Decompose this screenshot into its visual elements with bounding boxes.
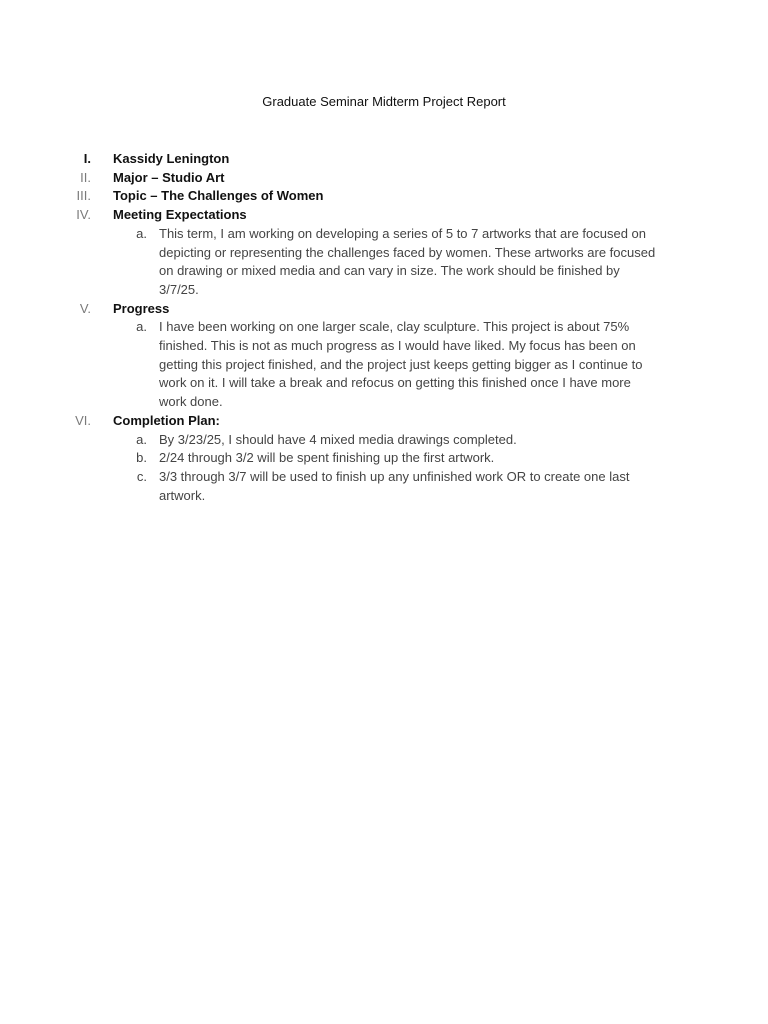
item-heading-major: Major – Studio Art (113, 169, 225, 185)
item-numeral: III. (76, 188, 91, 204)
subitem-expectations-a (0, 225, 768, 300)
subitem-letter: c. (136, 468, 147, 484)
subitem-plan-a (0, 431, 768, 450)
subitem-text: I have been working on one larger scale, clay sculpture. This project is about 75% finished. This is not as much progress as I would have liked. My focus has been on getting this project finished, and the project just keeps getting bigger as I continue to work on it. I will take a break and refocus on getting this finished once I have more work done. (159, 319, 643, 410)
item-heading-topic: Topic – The Challenges of Women (113, 188, 324, 204)
outline-item-2 (0, 169, 768, 188)
subitem-text: 2/24 through 3/2 will be spent finishing up the first artwork. (159, 450, 495, 466)
item-numeral: IV. (76, 207, 91, 223)
outline-item-6 (0, 412, 768, 431)
outline-item-1 (0, 150, 768, 169)
subitem-letter: a. (136, 431, 147, 447)
subitem-text: By 3/23/25, I should have 4 mixed media drawings completed. (159, 431, 517, 447)
item-heading-expectations: Meeting Expectations (113, 207, 247, 223)
item-heading-name: Kassidy Lenington (113, 151, 230, 166)
subitem-text: 3/3 through 3/7 will be used to finish up any unfinished work OR to create one last artwork. (159, 468, 630, 503)
subitem-plan-b (0, 449, 768, 468)
item-heading-completion-plan: Completion Plan: (113, 412, 220, 428)
outline-item-5 (0, 300, 768, 319)
item-numeral: II. (80, 169, 91, 185)
subitem-letter: a. (136, 225, 147, 241)
item-numeral: I. (83, 151, 91, 166)
subitem-letter: a. (136, 319, 147, 335)
subitem-progress-a (0, 318, 768, 412)
document-title: Graduate Seminar Midterm Project Report (262, 94, 506, 109)
outline-item-3 (0, 187, 768, 206)
item-heading-progress: Progress (113, 300, 170, 316)
item-numeral: V. (79, 300, 91, 316)
subitem-plan-c (0, 468, 768, 505)
subitem-letter: b. (136, 450, 147, 466)
outline-item-4 (0, 206, 768, 225)
subitem-text: This term, I am working on developing a series of 5 to 7 artworks that are focused on depicting or representing the challenges faced by women. These artworks are focused on drawing or mixed media and can vary in size. The work should be finished by 3/7/25. (159, 225, 656, 297)
outline-list (0, 150, 768, 505)
item-numeral: VI. (75, 412, 91, 428)
